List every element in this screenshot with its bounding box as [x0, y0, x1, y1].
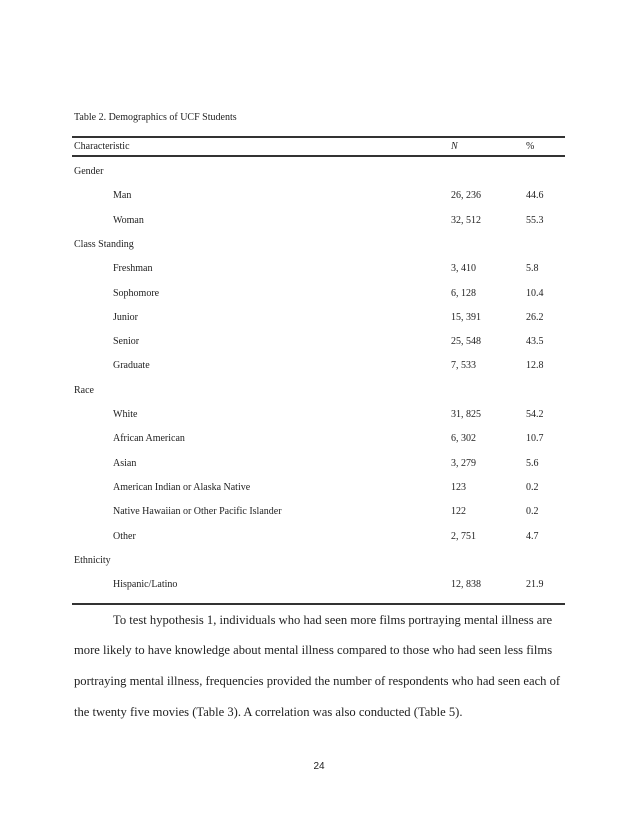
- group-label: Race: [74, 384, 94, 396]
- row-n: 2, 751: [451, 530, 476, 542]
- header-percent: %: [526, 141, 535, 152]
- table-row: [0, 531, 638, 545]
- row-percent: 10.4: [526, 287, 544, 299]
- table-row: [0, 263, 638, 277]
- row-label: Man: [113, 190, 132, 202]
- table-row: [0, 409, 638, 423]
- table-row: [0, 579, 638, 593]
- row-percent: 0.2: [526, 506, 539, 518]
- table-caption: Table 2. Demographics of UCF Students: [74, 112, 237, 123]
- table-row: [0, 288, 638, 302]
- row-label: Graduate: [113, 360, 150, 372]
- table-group-row: [0, 239, 638, 253]
- row-label: Native Hawaiian or Other Pacific Islander: [113, 506, 282, 518]
- row-n: 12, 838: [451, 579, 481, 591]
- paragraph-line: more likely to have knowledge about mental illness compared to those who had seen less films: [74, 643, 553, 657]
- row-percent: 10.7: [526, 433, 544, 445]
- row-percent: 0.2: [526, 481, 539, 493]
- row-n: 123: [451, 481, 466, 493]
- paragraph-line: the twenty five movies (Table 3). A correlation was also conducted (Table 5).: [74, 705, 463, 719]
- row-label: White: [113, 409, 138, 420]
- row-label: Woman: [113, 214, 144, 226]
- table-row: [0, 336, 638, 350]
- row-label: Asian: [113, 457, 137, 469]
- row-percent: 5.8: [526, 263, 539, 275]
- row-label: Junior: [113, 311, 138, 323]
- row-label: Freshman: [113, 263, 153, 275]
- row-percent: 55.3: [526, 214, 544, 226]
- row-n: 7, 533: [451, 360, 476, 372]
- table-row: [0, 458, 638, 472]
- table-row: [0, 506, 638, 520]
- table-row: [0, 312, 638, 326]
- row-n: 25, 548: [451, 336, 481, 348]
- group-label: Class Standing: [74, 238, 134, 250]
- row-n: 3, 410: [451, 263, 476, 275]
- row-percent: 26.2: [526, 311, 544, 323]
- row-percent: 44.6: [526, 190, 544, 202]
- table-row: [0, 482, 638, 496]
- row-percent: 54.2: [526, 409, 544, 420]
- row-n: 6, 302: [451, 433, 476, 445]
- table-group-row: [0, 385, 638, 399]
- row-n: 26, 236: [451, 190, 481, 202]
- row-percent: 4.7: [526, 530, 539, 542]
- row-label: Other: [113, 530, 136, 542]
- row-percent: 12.8: [526, 360, 544, 372]
- table-row: [0, 190, 638, 204]
- table-row: [0, 433, 638, 447]
- group-label: Gender: [74, 166, 104, 177]
- row-n: 32, 512: [451, 214, 481, 226]
- row-label: Hispanic/Latino: [113, 579, 178, 591]
- table-group-row: [0, 555, 638, 569]
- row-n: 3, 279: [451, 457, 476, 469]
- row-n: 15, 391: [451, 311, 481, 323]
- row-label: American Indian or Alaska Native: [113, 481, 251, 493]
- row-label: Senior: [113, 336, 140, 348]
- row-n: 6, 128: [451, 287, 476, 299]
- row-label: Sophomore: [113, 287, 160, 299]
- table-top-rule: [72, 136, 565, 138]
- header-characteristic: Characteristic: [74, 141, 130, 152]
- page-number: 24: [313, 761, 325, 772]
- table-row: [0, 215, 638, 229]
- row-percent: 21.9: [526, 579, 544, 591]
- paragraph-line: portraying mental illness, frequencies provided the number of respondents who had seen each of: [74, 674, 561, 688]
- row-n: 122: [451, 506, 466, 518]
- header-n: N: [451, 141, 458, 152]
- row-percent: 43.5: [526, 336, 544, 348]
- table-bottom-rule: [72, 603, 565, 605]
- paragraph-line: To test hypothesis 1, individuals who had seen more films portraying mental illness are: [113, 613, 553, 627]
- row-n: 31, 825: [451, 409, 481, 420]
- row-label: African American: [113, 433, 185, 445]
- table-row: [0, 360, 638, 374]
- row-percent: 5.6: [526, 457, 539, 469]
- table-group-row: [0, 166, 638, 180]
- group-label: Ethnicity: [74, 554, 111, 566]
- table-header-rule: [72, 155, 565, 157]
